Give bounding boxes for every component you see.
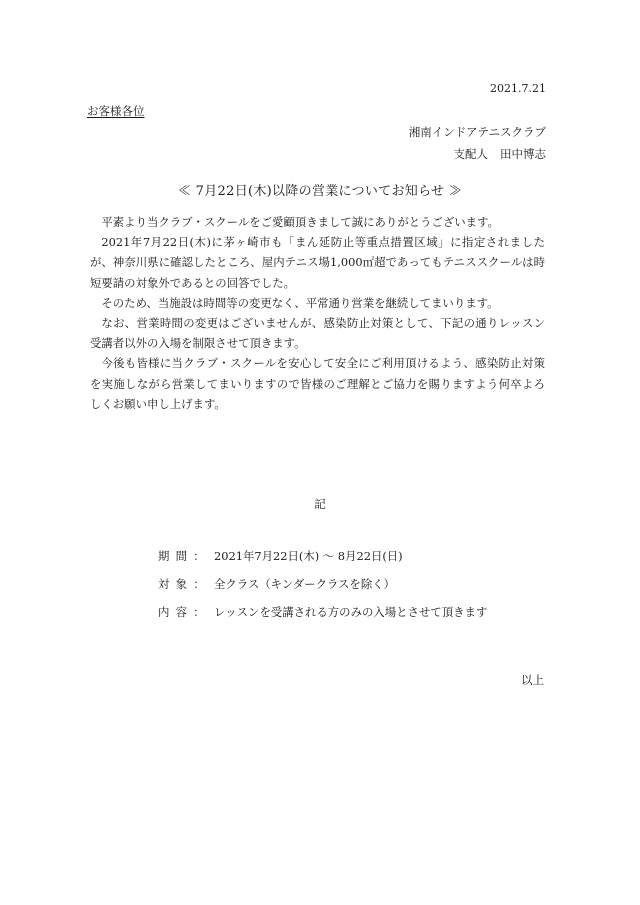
detail-value: 全クラス（キンダークラスを除く）	[214, 577, 395, 591]
notice-details	[158, 542, 487, 626]
detail-row-content	[158, 598, 487, 626]
body-paragraph: なお、営業時間の変更はございませんが、感染防止対策として、下記の通りレッスン受講者以外の入場を制限させて頂きます。	[90, 316, 545, 351]
document-title: ≪ 7月22日(木)以降の営業についてお知らせ ≫	[177, 184, 463, 199]
detail-value: レッスンを受講される方のみの入場とさせて頂きます	[214, 605, 488, 619]
detail-colon: ：	[193, 549, 205, 563]
body-paragraph: そのため、当施設は時間等の変更なく、平常通り営業を継続してまいります。	[101, 295, 499, 310]
body-paragraph: 平素より当クラブ・スクールをご愛顧頂きまして誠にありがとうございます。	[101, 215, 499, 229]
closing-mark: 以上	[521, 673, 544, 687]
sender-block	[409, 121, 546, 165]
detail-label: 対象	[158, 577, 187, 591]
detail-label: 期間	[158, 549, 187, 563]
sender-role: 支配人	[453, 147, 488, 161]
sender-name: 田中博志	[500, 147, 546, 161]
detail-colon: ：	[193, 577, 205, 591]
body-paragraph: 今後も皆様に当クラブ・スクールを安心して安全にご利用頂けるよう、感染防止対策を実施しながら営業してまいりますので皆様のご理解とご協力を賜りますよう何卒よろしくお願い申し上げます。	[90, 356, 545, 411]
detail-label: 内容	[158, 605, 187, 619]
detail-value: 2021年7月22日(木) ～ 8月22日(日)	[214, 549, 403, 563]
body-paragraph: 2021年7月22日(木)に茅ヶ崎市も「まん延防止等重点措置区域」に指定されましたが、神奈川県に確認したところ、屋内テニス場1,000㎡超であってもテニススクールは時短要請の対象外であるとの回答でした。	[90, 235, 545, 290]
notice-heading: 記	[314, 497, 326, 511]
detail-row-period	[158, 542, 487, 570]
sender-signature	[409, 143, 546, 165]
body-text	[90, 212, 545, 414]
addressee: お客様各位	[87, 104, 145, 118]
document-date: 2021.7.21	[490, 82, 546, 95]
sender-organization: 湘南インドアテニスクラブ	[408, 125, 546, 139]
detail-row-target	[158, 570, 487, 598]
detail-colon: ：	[193, 605, 205, 619]
